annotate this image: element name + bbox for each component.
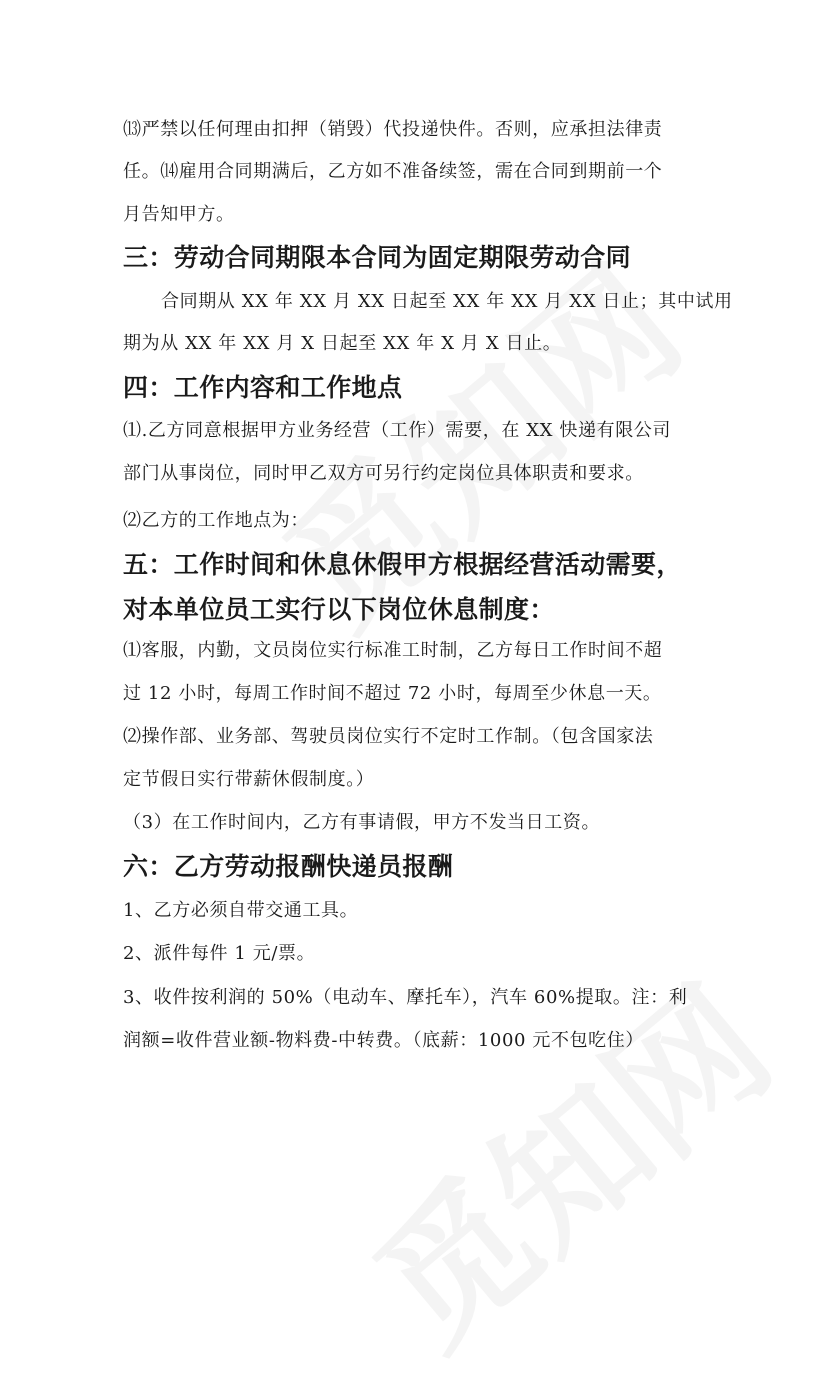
- work-hours-line: 过 12 小时，每周工作时间不超过 72 小时，每周至少休息一天。: [123, 683, 662, 704]
- section-5-heading-continued: 对本单位员工实行以下岗位休息制度：: [123, 595, 555, 624]
- compensation-item-3-continued: 润额=收件营业额-物料费-中转费。（底薪：1000 元不包吃住）: [123, 1030, 644, 1051]
- job-content-line: 部门从事岗位，同时甲乙双方可另行约定岗位具体职责和要求。: [123, 463, 644, 484]
- flexible-hours-line: ⑵操作部、业务部、驾驶员岗位实行不定时工作制。（包含国家法: [123, 726, 654, 747]
- section-3-heading: 三：劳动合同期限本合同为固定期限劳动合同: [123, 243, 632, 272]
- section-4-heading: 四：工作内容和工作地点: [123, 373, 403, 402]
- paragraph-line: 月告知甲方。: [123, 204, 235, 225]
- clause-14-line: 任。⒁雇用合同期满后，乙方如不准备续签，需在合同到期前一个: [123, 161, 663, 182]
- job-content-line: ⑴.乙方同意根据甲方业务经营（工作）需要，在 XX 快递有限公司: [123, 420, 671, 441]
- probation-period-line: 期为从 XX 年 XX 月 X 日起至 XX 年 X 月 X 日止。: [123, 333, 562, 354]
- flexible-hours-line: 定节假日实行带薪休假制度。）: [123, 769, 375, 790]
- section-5-heading: 五：工作时间和休息休假甲方根据经营活动需要，: [123, 550, 682, 579]
- leave-line: （3）在工作时间内，乙方有事请假，甲方不发当日工资。: [123, 812, 601, 833]
- compensation-item-1: 1、乙方必须自带交通工具。: [123, 900, 359, 921]
- work-hours-line: ⑴客服，内勤，文员岗位实行标准工时制，乙方每日工作时间不超: [123, 640, 663, 661]
- work-location-line: ⑵乙方的工作地点为：: [123, 510, 309, 531]
- clause-13-line: ⒀严禁以任何理由扣押（销毁）代投递快件。否则，应承担法律责: [123, 119, 663, 140]
- contract-period-line: 合同期从 XX 年 XX 月 XX 日起至 XX 年 XX 月 XX 日止；其中试用: [161, 291, 733, 312]
- compensation-item-2: 2、派件每件 1 元/票。: [123, 943, 316, 964]
- section-6-heading: 六：乙方劳动报酬快递员报酬: [123, 852, 454, 881]
- compensation-item-3: 3、收件按利润的 50%（电动车、摩托车），汽车 60%提取。注：利: [123, 987, 688, 1008]
